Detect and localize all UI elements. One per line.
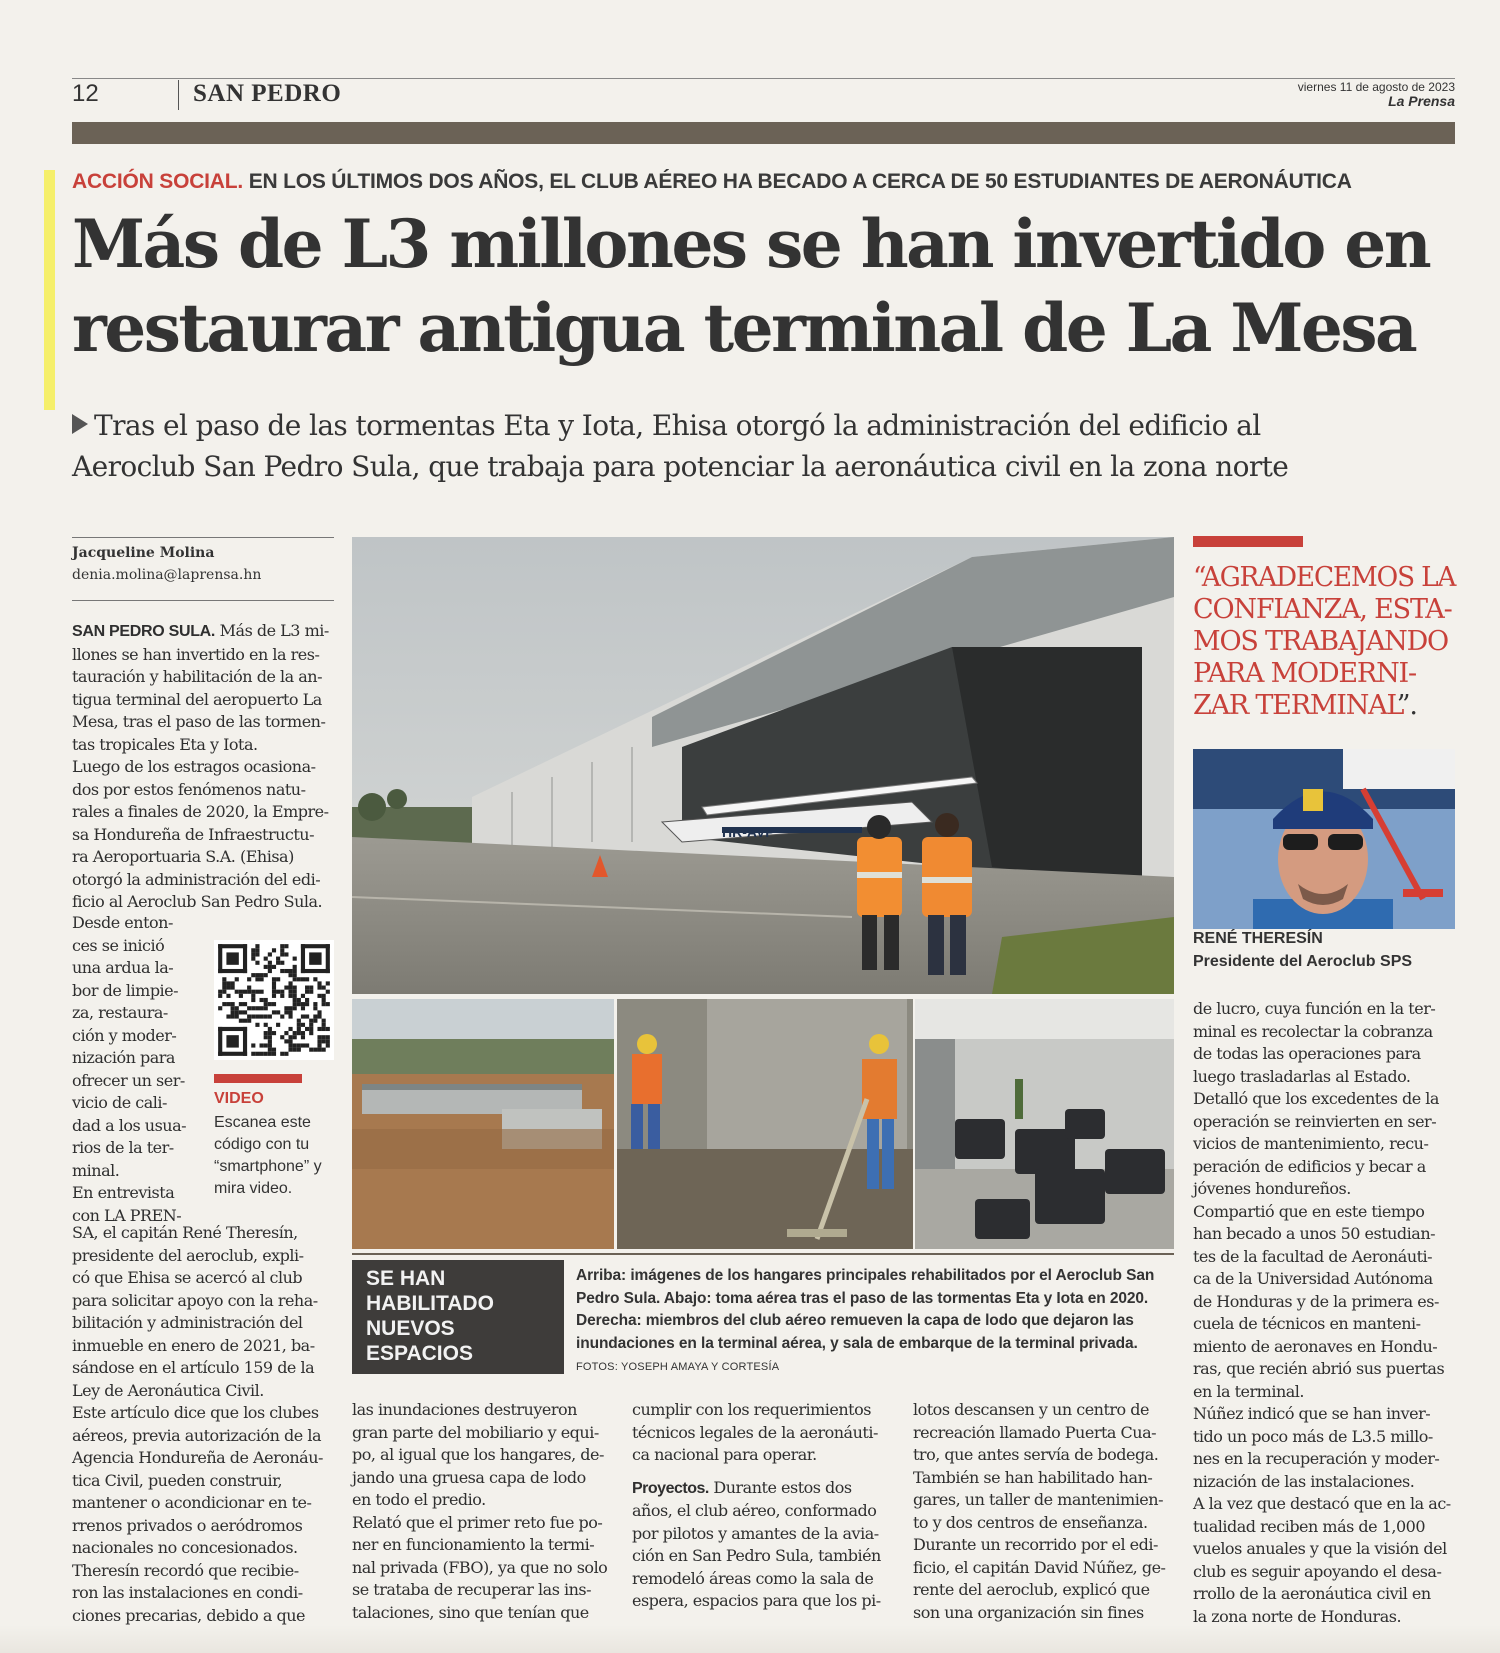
publication-name: La Prensa: [1388, 93, 1455, 109]
quote-line: CONFIANZA, ESTA-: [1193, 594, 1452, 625]
text-line: una ardua la-: [72, 958, 174, 977]
caption-box-line: ESPACIOS: [366, 1342, 473, 1365]
caption-box-text: [366, 1266, 556, 1366]
body-column-5: [1193, 998, 1455, 1628]
photo-mud-cleanup: [617, 999, 913, 1249]
video-bar: [214, 1074, 302, 1083]
text-line: jóvenes hondureños.: [1193, 1179, 1351, 1198]
kicker: [72, 170, 1352, 194]
text-line: Desde enton-: [72, 913, 173, 932]
byline-rule: [72, 600, 334, 601]
text-line: nacionales no concesionados.: [72, 1538, 298, 1557]
text-line: de Honduras y de la primera es-: [1193, 1291, 1439, 1311]
caption-box-line: HABILITADO: [366, 1292, 494, 1315]
photo-flood-aerial: [352, 999, 614, 1249]
text-line: sa Hondureña de Infraestructu-: [72, 824, 315, 844]
text-line: otorgó la administración del edi-: [72, 869, 321, 889]
text-line: tas tropicales Eta y Iota.: [72, 734, 258, 754]
text-line: dad a los usua-: [72, 1115, 187, 1135]
qr-code-icon: [214, 940, 334, 1060]
text-line: rios de la ter-: [72, 1138, 174, 1157]
text-line: za, restaura-: [72, 1003, 168, 1022]
text-line: de lucro, cuya función en la ter-: [1193, 999, 1436, 1018]
triangle-bullet-icon: [72, 414, 88, 434]
text-line: Proyectos. Durante estos dos: [632, 1477, 852, 1497]
text-line: en la terminal.: [1193, 1381, 1304, 1401]
header-bar: [72, 122, 1455, 144]
body-column-1-bottom: [72, 1222, 334, 1627]
lead-in: SAN PEDRO SULA.: [72, 623, 216, 640]
text-line: SAN PEDRO SULA. Más de L3 mi-: [72, 621, 329, 640]
text-line: Agencia Hondureña de Aeronáu-: [72, 1448, 323, 1467]
text-line: tauración y habilitación de la an-: [72, 667, 322, 686]
photo-credit: FOTOS: YOSEPH AMAYA Y CORTESÍA: [576, 1361, 780, 1373]
text-line: Durante un recorrido por el edi-: [913, 1535, 1158, 1554]
page-number: 12: [72, 80, 99, 107]
text-line: rales a finales de 2020, la Empre-: [72, 802, 329, 821]
quote-bar: [1193, 536, 1303, 547]
text-line: ra Aeroportuaria S.A. (Ehisa): [72, 847, 294, 866]
body-column-2: [352, 1399, 614, 1624]
text-line: nes en la recuperación y moder-: [1193, 1449, 1440, 1468]
byline-rule: [72, 537, 334, 538]
headline-line-2: restaurar antigua terminal de La Mesa: [72, 289, 1416, 367]
kicker-text: EN LOS ÚLTIMOS DOS AÑOS, EL CLUB AÉREO HA BECADO A CERCA DE 50 ESTUDIANTES DE AERONÁUTICA: [248, 170, 1352, 193]
text-line: llones se han invertido en la res-: [72, 644, 320, 664]
text-line: ca de la Universidad Autónoma: [1193, 1269, 1433, 1288]
pull-quote: [1193, 562, 1455, 722]
body-column-1-narrow: [72, 912, 198, 1227]
text-line: presidente del aeroclub, expli-: [72, 1245, 304, 1265]
text-line: Núñez indicó que se han inver-: [1193, 1404, 1431, 1423]
text-line: Compartió que en este tiempo: [1193, 1201, 1425, 1221]
header-rule: [72, 78, 1455, 79]
text-line: club es seguir apoyando el desa-: [1193, 1561, 1442, 1581]
text-line: aéreos, previa autorización de la: [72, 1425, 321, 1445]
text-line: cuela de técnicos en manteni-: [1193, 1314, 1421, 1333]
body-column-1-top: [72, 620, 334, 914]
author-name: Jacqueline Molina: [72, 545, 215, 561]
text-line: tido un poco más de L3.5 millo-: [1193, 1426, 1433, 1446]
text-line: ner en funcionamiento la termi-: [352, 1535, 595, 1554]
text-line: ción y moder-: [72, 1025, 177, 1045]
text-line: las inundaciones destruyeron: [352, 1400, 577, 1419]
scan-edge: [0, 1625, 1500, 1653]
section-lead-in: Proyectos.: [632, 1479, 709, 1497]
text-line: tigua terminal del aeropuerto La: [72, 689, 322, 709]
text-line: bilitación y administración del: [72, 1313, 303, 1332]
text-line: rrollo de la aeronáutica civil en: [1193, 1584, 1431, 1603]
author-email[interactable]: denia.molina@laprensa.hn: [72, 567, 262, 583]
text-line: mantener o acondicionar en te-: [72, 1493, 312, 1512]
text-line: peración de edificios y becar a: [1193, 1156, 1426, 1176]
quote-line: PARA MODERNI-: [1193, 658, 1416, 689]
text-line: SA, el capitán René Theresín,: [72, 1223, 298, 1242]
text-line: ficio al Aeroclub San Pedro Sula.: [72, 892, 323, 911]
text-line: en todo el predio.: [352, 1490, 486, 1509]
text-line: jando una gruesa capa de lodo: [352, 1467, 586, 1487]
text-line: ficio, el capitán David Núñez, ge-: [913, 1557, 1166, 1577]
paragraph-gap: [632, 1467, 894, 1477]
text-line: Mesa, tras el paso de las tormen-: [72, 712, 326, 731]
text-line: ciones precarias, debido a que: [72, 1605, 305, 1625]
text-line: luego trasladarlas al Estado.: [1193, 1066, 1411, 1086]
text-line: ces se inició: [72, 935, 165, 955]
text-line: por pilotos y amantes de la avia-: [632, 1523, 879, 1543]
text-line: talaciones, sino que tenían que: [352, 1602, 589, 1622]
text-line: También se han habilitado han-: [913, 1467, 1153, 1487]
publication-date: viernes 11 de agosto de 2023: [1297, 80, 1455, 94]
text-line: tica Civil, pueden construir,: [72, 1470, 283, 1490]
text-line: bor de limpie-: [72, 980, 179, 1000]
text-line: sándose en el artículo 159 de la: [72, 1358, 315, 1377]
text-line: recreación llamado Puerta Cua-: [913, 1422, 1157, 1442]
text-line: rente del aeroclub, explicó que: [913, 1580, 1150, 1599]
headline: [72, 202, 1455, 370]
quote-end: ”.: [1396, 690, 1417, 721]
text-line: operación se reinvierten en ser-: [1193, 1111, 1437, 1131]
text-line: dos por estos fenómenos natu-: [72, 779, 306, 799]
text-line: ron las instalaciones en condi-: [72, 1583, 303, 1602]
text-line: técnicos legales de la aeronáuti-: [632, 1422, 878, 1442]
text-line: Ley de Aeronáutica Civil.: [72, 1380, 264, 1400]
text-line: la zona norte de Honduras.: [1193, 1606, 1402, 1626]
text-line: para solicitar apoyo con la reha-: [72, 1290, 318, 1310]
text-line: cumplir con los requerimientos: [632, 1400, 871, 1419]
text-line: nización de las instalaciones.: [1193, 1471, 1415, 1491]
text-line: lotos descansen y un centro de: [913, 1400, 1149, 1419]
text-line: inmueble en enero de 2021, ba-: [72, 1335, 315, 1355]
text-line: gares, un taller de mantenimien-: [913, 1490, 1163, 1509]
photo-hangar: [352, 537, 1174, 994]
photo-lounge: [915, 999, 1174, 1249]
text-line: de todas las operaciones para: [1193, 1044, 1421, 1063]
subhead-line-2: Aeroclub San Pedro Sula, que trabaja para potenciar la aeronáutica civil en la zona norte: [72, 450, 1289, 483]
caption-box-line: NUEVOS: [366, 1317, 455, 1340]
header-separator: [178, 80, 179, 110]
video-label: VIDEO: [214, 1090, 264, 1107]
text-line: có que Ehisa se acercó al club: [72, 1268, 303, 1287]
text-line: po, al igual que los hangares, de-: [352, 1445, 604, 1464]
text-line: se trataba de recuperar las ins-: [352, 1580, 592, 1599]
plane-registration: HR-AVP: [722, 824, 775, 840]
subhead-line-1: Tras el paso de las tormentas Eta y Iota, Ehisa otorgó la administración del edificio al: [72, 405, 1455, 446]
text-line: Este artículo dice que los clubes: [72, 1403, 319, 1422]
text-line: rrenos privados o aeródromos: [72, 1515, 303, 1535]
text-line: vuelos anuales y que la visión del: [1193, 1539, 1447, 1558]
photo-caption: Arriba: imágenes de los hangares principales rehabilitados por el Aeroclub San Pedro Sula. Abajo: toma aérea tras el paso de las tormentas Eta y Iota en 2020. Derecha: miembros del club aéreo remueven la capa de lodo que dejaron las inundaciones en la terminal aérea, y sala de embarque de la terminal privada. FOTOS: YOSEPH AMAYA Y CORTESÍA: [576, 1267, 1155, 1373]
text-line: son una organización sin fines: [913, 1602, 1144, 1622]
qr-code[interactable]: [214, 940, 334, 1060]
text-line: A la vez que destacó que en la ac-: [1193, 1494, 1451, 1513]
body-column-4: [913, 1399, 1175, 1624]
text-line: remodeló áreas como la sala de: [632, 1568, 874, 1588]
text-line: minal.: [72, 1160, 120, 1180]
text-line: nización para: [72, 1048, 175, 1067]
text-line: ción en San Pedro Sula, también: [632, 1546, 881, 1565]
text-line: vicios de mantenimiento, recu-: [1193, 1134, 1429, 1153]
text-line: Detalló que los excedentes de la: [1193, 1089, 1439, 1108]
text-line: tualidad reciben más de 1,000: [1193, 1516, 1426, 1536]
portrait-role: Presidente del Aeroclub SPS: [1193, 953, 1413, 970]
section-name: SAN PEDRO: [193, 80, 342, 107]
text-line: En entrevista: [72, 1183, 175, 1202]
text-line: Relató que el primer reto fue po-: [352, 1512, 603, 1532]
text-line: ras, que recién abrió sus puertas: [1193, 1359, 1445, 1378]
text-line: tro, que antes servía de bodega.: [913, 1445, 1159, 1464]
portrait-name: RENÉ THERESÍN: [1193, 930, 1323, 947]
headline-line-1: Más de L3 millones se han invertido en: [72, 205, 1430, 283]
quote-line: “AGRADECEMOS LA: [1193, 562, 1456, 593]
text-line: ofrecer un ser-: [72, 1070, 185, 1090]
caption-box-line: SE HAN: [366, 1267, 446, 1290]
caption-rule: [352, 1253, 1174, 1255]
text-line: tes de la facultad de Aeronáuti-: [1193, 1246, 1433, 1266]
text-line: miento de aeronaves en Hondu-: [1193, 1336, 1438, 1356]
text-line: años, el club aéreo, conformado: [632, 1501, 877, 1520]
body-column-3: [632, 1399, 894, 1613]
text-line: Theresín recordó que recibie-: [72, 1560, 299, 1580]
highlighter-mark: [44, 170, 55, 410]
text-line: minal es recolectar la cobranza: [1193, 1021, 1433, 1041]
text-line: vicio de cali-: [72, 1093, 167, 1112]
text-line: ca nacional para operar.: [632, 1445, 817, 1464]
subheadline: [72, 405, 1455, 487]
text-line: to y dos centros de enseñanza.: [913, 1512, 1148, 1532]
text-line: nal privada (FBO), ya que no solo: [352, 1557, 608, 1577]
text-line: han becado a unos 50 estudian-: [1193, 1224, 1436, 1243]
text-line: Luego de los estragos ocasiona-: [72, 757, 316, 776]
text-line: con LA PREN-: [72, 1205, 182, 1225]
quote-line: MOS TRABAJANDO: [1193, 626, 1448, 657]
photo-portrait: [1193, 749, 1455, 929]
text-line: espera, espacios para que los pi-: [632, 1591, 881, 1610]
kicker-label: ACCIÓN SOCIAL.: [72, 170, 244, 193]
text-line: gran parte del mobiliario y equi-: [352, 1422, 599, 1442]
quote-line: ZAR TERMINAL”.: [1193, 690, 1417, 721]
video-instructions: Escanea este código con tu “smartphone” y mira video.: [214, 1114, 322, 1197]
